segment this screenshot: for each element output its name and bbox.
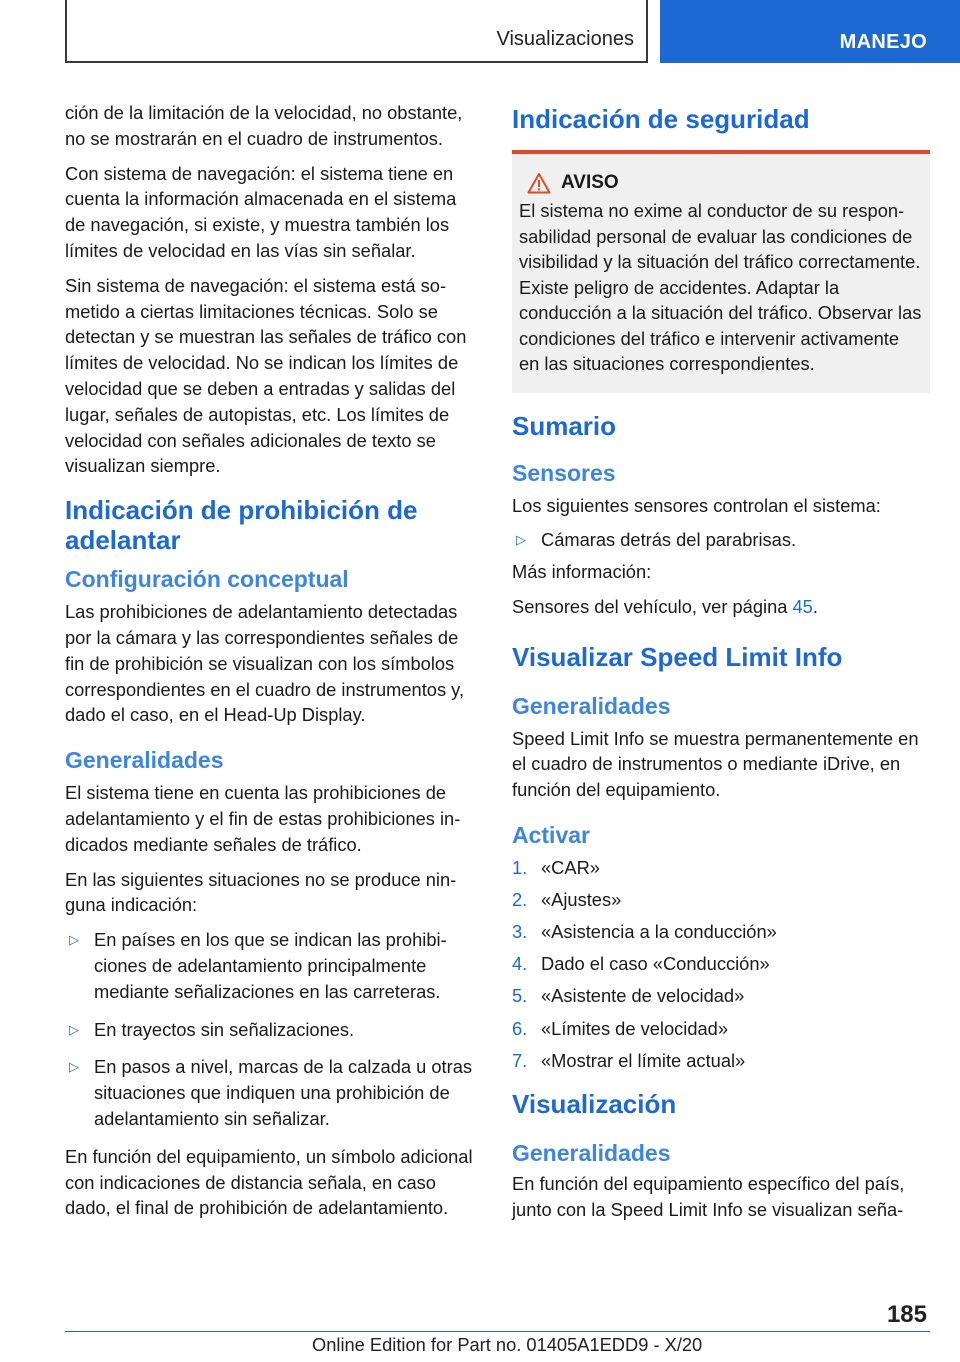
bullet-list xyxy=(65,927,477,1132)
step-text: «Límites de velocidad» xyxy=(541,1017,728,1039)
step-number: 3. xyxy=(512,921,528,943)
header-frame xyxy=(65,0,648,63)
warning-title: AVISO xyxy=(561,172,619,193)
paragraph: Con sistema de navegación: el sistema tiene en cuenta la información almacenada en el sistema de navegación, si existe, y muestra también los límites de velocidad en las vías sin señalar. xyxy=(65,162,457,261)
paragraph: Sin sistema de navegación: el sistema está sometido a ciertas limitaciones técnicas. Solo se detectan y se muestran las señales de tráfico con límites de velocidad. No se indican los límites de velocidad que se deben a entradas y salidas del lugar, señales de autopistas, etc. Los límites de velocidad con señales adicionales de texto se visualizan siempre. xyxy=(65,274,467,477)
paragraph: Los siguientes sensores controlan el sistema: xyxy=(512,494,881,516)
header-title: Visualizaciones xyxy=(496,28,634,50)
list-item-text: Cámaras detrás del parabrisas. xyxy=(541,529,797,551)
triangle-bullet-icon: ▷ xyxy=(69,1021,79,1037)
right-column xyxy=(512,100,930,1232)
left-column xyxy=(65,100,477,1230)
triangle-bullet-icon: ▷ xyxy=(69,932,79,948)
paragraph: El sistema tiene en cuenta las prohibiciones de adelantamiento y el fin de estas prohibiciones indicados mediante señales de tráfico. xyxy=(65,782,461,855)
heading-general: Generalidades xyxy=(65,747,224,774)
link-trail-text: . xyxy=(812,595,818,617)
step-item xyxy=(512,919,930,945)
warning-text: El sistema no exime al conductor de su responsabilidad personal de evaluar las condiciones de visibilidad y la situación del tráfico correctamente. Existe peligro de accidentes. Adaptar la conducción a la situación del tráfico. Observar las condiciones del tráfico e intervenir activamente en las situaciones correspondientes. xyxy=(519,200,922,374)
heading-activate: Activar xyxy=(512,822,590,849)
list-item xyxy=(512,527,930,553)
heading-general: Generalidades xyxy=(512,1140,671,1167)
warning-header xyxy=(527,172,922,194)
step-number: 6. xyxy=(512,1017,528,1039)
step-item xyxy=(512,983,930,1009)
list-item-text: En pasos a nivel, marcas de la calzada u otras situaciones que indiquen una prohibición de adelantamiento sin señalizar. xyxy=(94,1056,473,1129)
step-text: «Ajustes» xyxy=(541,889,622,911)
step-number: 5. xyxy=(512,985,528,1007)
step-text: «Asistente de velocidad» xyxy=(541,985,745,1007)
list-item-text: En trayectos sin señalizaciones. xyxy=(94,1018,355,1040)
list-item xyxy=(65,1054,477,1131)
section-tab: MANEJO xyxy=(660,0,960,63)
list-item-text: En países en los que se indican las prohibiciones de adelantamiento principalmente mediante señalizaciones en las carreteras. xyxy=(94,929,447,1002)
step-item xyxy=(512,1048,930,1074)
paragraph: En las siguientes situaciones no se produce ninguna indicación: xyxy=(65,868,457,916)
triangle-bullet-icon: ▷ xyxy=(69,1059,79,1075)
triangle-bullet-icon: ▷ xyxy=(516,532,526,548)
page-link[interactable]: 45 xyxy=(792,595,813,617)
paragraph-with-link xyxy=(512,594,930,620)
warning-triangle-icon xyxy=(527,172,551,194)
step-item xyxy=(512,1016,930,1042)
heading-speed-limit-info: Visualizar Speed Limit Info xyxy=(512,641,843,672)
list-item xyxy=(65,1017,477,1043)
heading-no-overtaking: Indicación de prohibición de adelantar xyxy=(65,495,418,556)
heading-summary: Sumario xyxy=(512,410,617,441)
heading-general: Generalidades xyxy=(512,692,671,719)
step-text: «Asistencia a la conducción» xyxy=(541,921,777,943)
step-number: 4. xyxy=(512,953,528,975)
paragraph: Speed Limit Info se muestra permanentemente en el cuadro de instrumentos o mediante iDrive, en función del equipamiento. xyxy=(512,727,919,801)
link-lead-text: Sensores del vehículo, ver página xyxy=(512,595,793,617)
step-item xyxy=(512,887,930,913)
heading-concept: Configuración conceptual xyxy=(65,566,349,593)
warning-box xyxy=(512,150,930,393)
heading-sensors: Sensores xyxy=(512,459,616,486)
paragraph: Las prohibiciones de adelantamiento detectadas por la cámara y las correspondientes señales de fin de prohibición se visualizan con los símbolos correspondientes en el cuadro de instrumentos y, dado el caso, en el Head-Up Display. xyxy=(65,601,465,726)
step-number: 7. xyxy=(512,1049,528,1071)
step-number: 1. xyxy=(512,857,528,879)
step-text: «CAR» xyxy=(541,857,600,879)
edition-note: Online Edition for Part no. 01405A1EDD9 - X/20 xyxy=(312,1334,703,1355)
step-number: 2. xyxy=(512,889,528,911)
step-item xyxy=(512,951,930,977)
step-text: «Mostrar el límite actual» xyxy=(541,1049,746,1071)
paragraph: Más información: xyxy=(512,561,652,583)
paragraph: ción de la limitación de la velocidad, no obstante, no se mostrarán en el cuadro de instrumentos. xyxy=(65,102,463,149)
bullet-list xyxy=(512,527,930,553)
paragraph: En función del equipamiento, un símbolo adicional con indicaciones de distancia señala, en caso dado, el final de prohibición de adelantamiento. xyxy=(65,1145,473,1219)
paragraph: En función del equipamiento específico del país, junto con la Speed Limit Info se visualizan seña- xyxy=(512,1173,905,1221)
heading-safety: Indicación de seguridad xyxy=(512,104,810,134)
list-item xyxy=(65,927,477,1004)
page-number: 185 xyxy=(886,1301,927,1328)
step-item xyxy=(512,855,930,881)
steps-list xyxy=(512,855,930,1073)
footer-divider xyxy=(65,1331,930,1332)
heading-display: Visualización xyxy=(512,1089,677,1120)
step-text: Dado el caso «Conducción» xyxy=(541,953,770,975)
